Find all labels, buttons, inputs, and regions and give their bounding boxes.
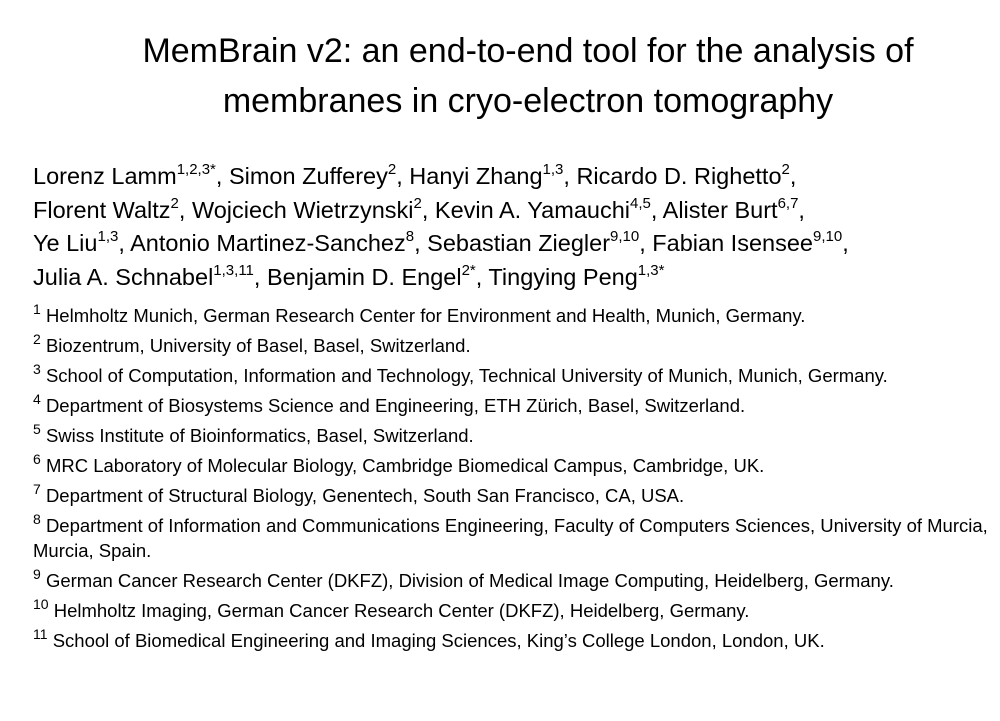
affiliation-item <box>33 393 993 418</box>
author-name: Ye Liu <box>33 230 98 256</box>
affiliation-text: Department of Information and Communications Engineering, Faculty of Computers Sciences, University of Murcia, Murcia, Spain. <box>33 515 988 561</box>
affiliation-text: Biozentrum, University of Basel, Basel, Switzerland. <box>45 335 471 356</box>
author-name: Antonio Martinez-Sanchez <box>130 230 406 256</box>
author-affiliation-marker: 2* <box>461 261 476 279</box>
author-affiliation-marker: 4,5 <box>630 194 651 212</box>
author-separator: , <box>118 230 131 256</box>
affiliation-item <box>33 483 993 508</box>
affiliation-item <box>33 363 993 388</box>
affiliation-list <box>33 303 993 658</box>
affiliation-text: German Cancer Research Center (DKFZ), Division of Medical Image Computing, Heidelberg, Germany. <box>45 570 894 591</box>
affiliation-text: Department of Structural Biology, Genentech, South San Francisco, CA, USA. <box>45 485 685 506</box>
author-name: Alister Burt <box>662 196 778 223</box>
author-separator: , <box>563 163 577 189</box>
author-affiliation-marker: 8 <box>405 228 415 245</box>
affiliation-item <box>33 453 993 478</box>
author-name: Ricardo D. Righetto <box>576 163 782 189</box>
author-separator: , <box>396 163 410 189</box>
affiliation-text: Helmholtz Munich, German Research Center for Environment and Health, Munich, Germany. <box>45 305 806 326</box>
author-affiliation-marker: 1,3 <box>97 228 119 245</box>
affiliation-text: Helmholtz Imaging, German Cancer Research Center (DKFZ), Heidelberg, Germany. <box>53 600 750 621</box>
author-separator: , <box>414 230 428 256</box>
author-separator: , <box>215 163 229 189</box>
author-affiliation-marker: 2 <box>387 161 397 178</box>
affiliation-item <box>33 333 993 358</box>
author-separator: , <box>789 163 797 189</box>
author-separator: , <box>178 196 192 223</box>
affiliation-number: 8 <box>33 511 41 527</box>
author-affiliation-marker: 2 <box>413 194 422 212</box>
affiliation-text: MRC Laboratory of Molecular Biology, Cambridge Biomedical Campus, Cambridge, UK. <box>45 455 765 476</box>
author-affiliation-marker: 2 <box>170 194 179 212</box>
affiliation-number: 10 <box>33 596 49 612</box>
author-separator: , <box>475 263 489 290</box>
affiliation-number: 7 <box>33 481 41 497</box>
title-line-1: MemBrain v2: an end-to-end tool for the analysis of <box>142 32 914 70</box>
paper-title <box>60 26 996 126</box>
affiliation-number: 3 <box>33 361 41 377</box>
author-name: Julia A. Schnabel <box>33 263 214 290</box>
author-separator: , <box>650 196 663 223</box>
affiliation-text: Department of Biosystems Science and Engineering, ETH Zürich, Basel, Switzerland. <box>45 395 746 416</box>
author-affiliation-marker: 1,2,3* <box>176 161 216 178</box>
author-name: Benjamin D. Engel <box>266 263 462 290</box>
author-separator: , <box>421 196 435 223</box>
author-name: Kevin A. Yamauchi <box>434 196 631 223</box>
author-name: Wojciech Wietrzynski <box>191 196 414 223</box>
author-affiliation-marker: 6,7 <box>777 194 799 212</box>
author-separator: , <box>798 196 805 223</box>
affiliation-item <box>33 513 993 563</box>
affiliation-item <box>33 598 993 623</box>
author-affiliation-marker: 1,3 <box>542 161 564 178</box>
affiliation-number: 5 <box>33 421 41 437</box>
author-name: Lorenz Lamm <box>33 163 177 189</box>
author-line <box>33 160 993 194</box>
affiliation-number: 4 <box>33 391 41 407</box>
author-name: Tingying Peng <box>488 263 638 290</box>
author-line <box>33 194 993 228</box>
affiliation-text: School of Computation, Information and Technology, Technical University of Munich, Munich, Germany. <box>45 365 888 386</box>
affiliation-item <box>33 628 993 653</box>
affiliation-number: 11 <box>33 626 48 642</box>
title-line-2: membranes in cryo-electron tomography <box>222 82 834 120</box>
author-separator: , <box>639 230 653 256</box>
author-affiliation-marker: 1,3* <box>637 261 665 279</box>
affiliation-number: 9 <box>33 566 41 582</box>
author-name: Simon Zufferey <box>228 163 388 189</box>
author-affiliation-marker: 1,3,11 <box>213 261 254 279</box>
author-separator: , <box>842 230 849 256</box>
author-line <box>33 227 993 261</box>
affiliation-number: 2 <box>33 331 41 347</box>
author-separator: , <box>253 263 267 290</box>
author-name: Hanyi Zhang <box>409 163 543 189</box>
affiliation-item <box>33 568 993 593</box>
author-name: Sebastian Ziegler <box>427 230 611 256</box>
affiliation-item <box>33 303 993 328</box>
affiliation-text: School of Biomedical Engineering and Imaging Sciences, King’s College London, London, UK. <box>52 630 825 651</box>
author-affiliation-marker: 2 <box>781 161 790 178</box>
author-affiliation-marker: 9,10 <box>813 228 843 245</box>
author-affiliation-marker: 9,10 <box>610 228 640 245</box>
affiliation-number: 1 <box>33 301 41 317</box>
affiliation-item <box>33 423 993 448</box>
author-line <box>33 261 993 295</box>
author-name: Fabian Isensee <box>652 230 813 256</box>
affiliation-text: Swiss Institute of Bioinformatics, Basel, Switzerland. <box>45 425 474 446</box>
author-list <box>33 160 993 294</box>
author-name: Florent Waltz <box>33 196 171 223</box>
affiliation-number: 6 <box>33 451 41 467</box>
